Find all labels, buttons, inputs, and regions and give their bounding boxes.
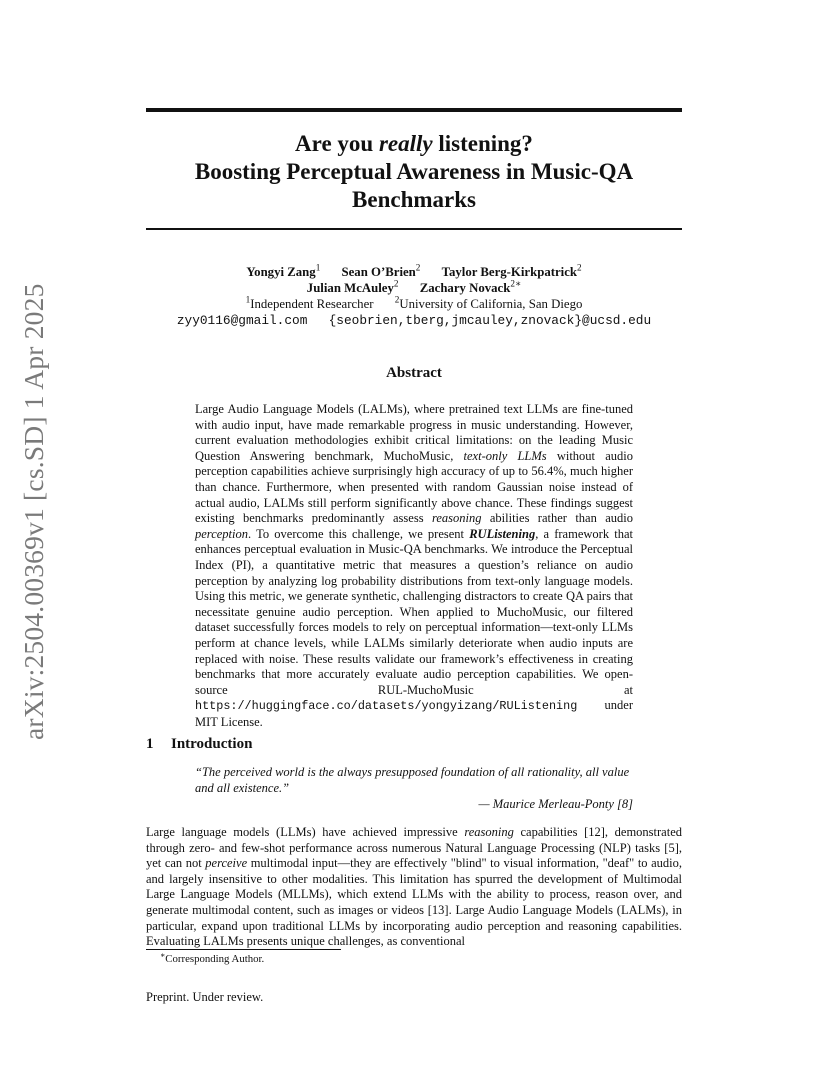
email-2[interactable]: {seobrien,tberg,jmcauley,znovack}@ucsd.edu xyxy=(328,313,652,328)
title-top-rule xyxy=(146,108,682,112)
arxiv-stamp: arXiv:2504.00369v1 [cs.SD] 1 Apr 2025 xyxy=(18,283,49,740)
epigraph-quote: “The perceived world is the always presupposed foundation of all rationality, all value and all existence.” xyxy=(195,765,630,795)
author-line-1: Yongyi Zang$^1$ Sean O’Brien$^2$ Taylor Berg-Kirkpatrick$^2$ xyxy=(246,262,582,279)
paper-title: Are you really listening? Boosting Perceptual Awareness in Music-QA Benchmarks xyxy=(194,131,634,212)
footnote-rule xyxy=(146,949,341,950)
abstract-body: Large Audio Language Models (LALMs), where pretrained text LLMs are fine-tuned with audio input, have made remarkable progress in music understanding. However, current evaluation methodologies exhibit critical limitations: on the leading Music Question Answering benchmark, MuchoMusic, text-only LLMs without audio perception capabilities achieve surprisingly high accuracy of up to 56.4%, much higher than chance. Furthermore, when presented with random Gaussian noise instead of actual audio, LALMs still perform significantly above chance. These findings suggest existing benchmarks predominantly assess reasoning abilities rather than audio perception. To overcome this challenge, we present RUListening, a framework that enhances perceptual evaluation in Music-QA benchmarks. We introduce the Perceptual Index (PI), a quantitative metric that measures a question’s reliance on audio perception by analyzing log probability distributions from text-only language models. Using this metric, we generate synthetic, challenging distractors to create QA pairs that necessitate genuine audio perception. When applied to MuchoMusic, our filtered dataset successfully forces models to rely on perceptual information—text-only LLMs perform at chance levels, while LALMs similarly deteriorate when audio inputs are replaced with noise. These results validate our framework’s effectiveness in creating benchmarks that more accurately evaluate audio perception capabilities. We open-source RUL-MuchoMusic at https://huggingface.co/datasets/yongyizang/RUListening under MIT License. xyxy=(195,402,633,729)
title-bottom-rule xyxy=(146,228,682,230)
epigraph-attribution: — Maurice Merleau-Ponty [8] xyxy=(478,797,633,811)
author-line-2: Julian McAuley$^2$ Zachary Novack$^{2∗}$ xyxy=(306,278,522,295)
emails xyxy=(146,313,682,328)
preprint-notice: Preprint. Under review. xyxy=(146,990,264,1004)
affiliations: $^1$Independent Researcher $^2$University of California, San Diego xyxy=(245,294,583,311)
intro-paragraph: Large language models (LLMs) have achieved impressive reasoning capabilities [12], demonstrated through zero- and few-shot performance across numerous Natural Language Processing (NLP) tasks [5], yet can not perceive multimodal input—they are effectively "blind" to visual information, "deaf" to audio, and largely insensitive to other modalities. This limitation has spurred the development of Multimodal Large Language Models (MLLMs), which extend LLMs with the ability to process, reason over, and generate multimodal content, such as images or videos [13]. Large Audio Language Models (LALMs), in particular, expand upon traditional LLMs by incorporating audio perception and reasoning capabilities. Evaluating LALMs presents unique challenges, as conventional xyxy=(146,825,683,949)
abstract-heading: Abstract xyxy=(386,365,442,381)
section-heading: 1 Introduction xyxy=(146,736,253,752)
email-1[interactable]: zyy0116@gmail.com xyxy=(176,313,308,328)
footnote: ∗Corresponding Author. xyxy=(160,950,265,965)
dataset-link[interactable]: https://huggingface.co/datasets/yongyizang/RUListening xyxy=(195,699,578,714)
